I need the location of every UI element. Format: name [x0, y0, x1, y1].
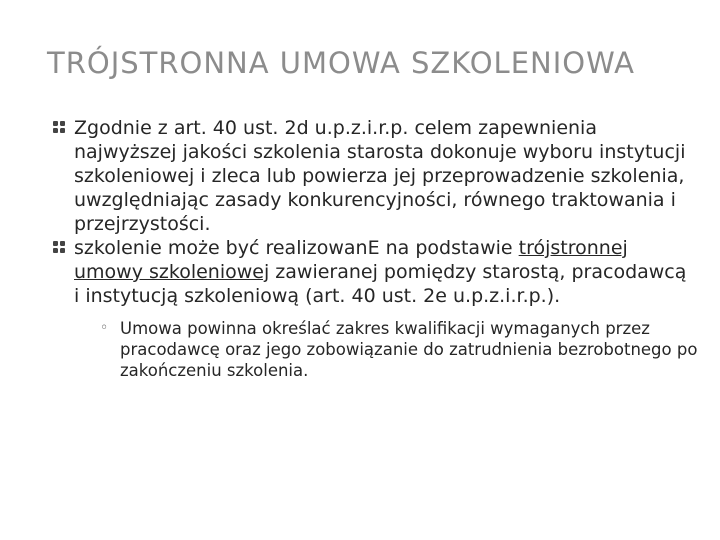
- bullet-text-after: zawieranej pomiędzy starostą, pracodawcą i instytucją szkoleniową (art. 40 ust. 2e u.p.z.i.r.p.).: [74, 261, 687, 307]
- bullet-item-2: [48, 236, 688, 308]
- bullet-text: Zgodnie z art. 40 ust. 2d u.p.z.i.r.p. celem zapewnienia najwyższej jakości szkolenia starosta dokonuje wyboru instytucji szkoleniowej i zleca lub powierza jej przeprowadzenie szkolenia, uwzględniając zasady konkurencyjności, równego traktowania i przejrzystości.: [74, 117, 686, 235]
- bullet-item-1: [48, 116, 688, 236]
- sub-bullet-text: Umowa powinna określać zakres kwalifikacji wymaganych przez pracodawcę oraz jego zobowiązanie do zatrudnienia bezrobotnego po zakończeniu szkolenia.: [120, 319, 698, 380]
- fancy-bullet-icon: [52, 240, 66, 254]
- bullet-text-underlined: trójstronnej umowy szkoleniowej: [74, 237, 628, 283]
- bullet-text-before: szkolenie może być realizowanE na podstawie: [74, 237, 519, 259]
- sub-bullet-item: [96, 318, 700, 381]
- bullet-list: [48, 116, 698, 381]
- fancy-bullet-icon: [52, 120, 66, 134]
- hollow-circle-bullet-icon: ◦: [100, 320, 109, 336]
- slide-title: TRÓJSTRONNA UMOWA SZKOLENIOWA: [47, 46, 636, 80]
